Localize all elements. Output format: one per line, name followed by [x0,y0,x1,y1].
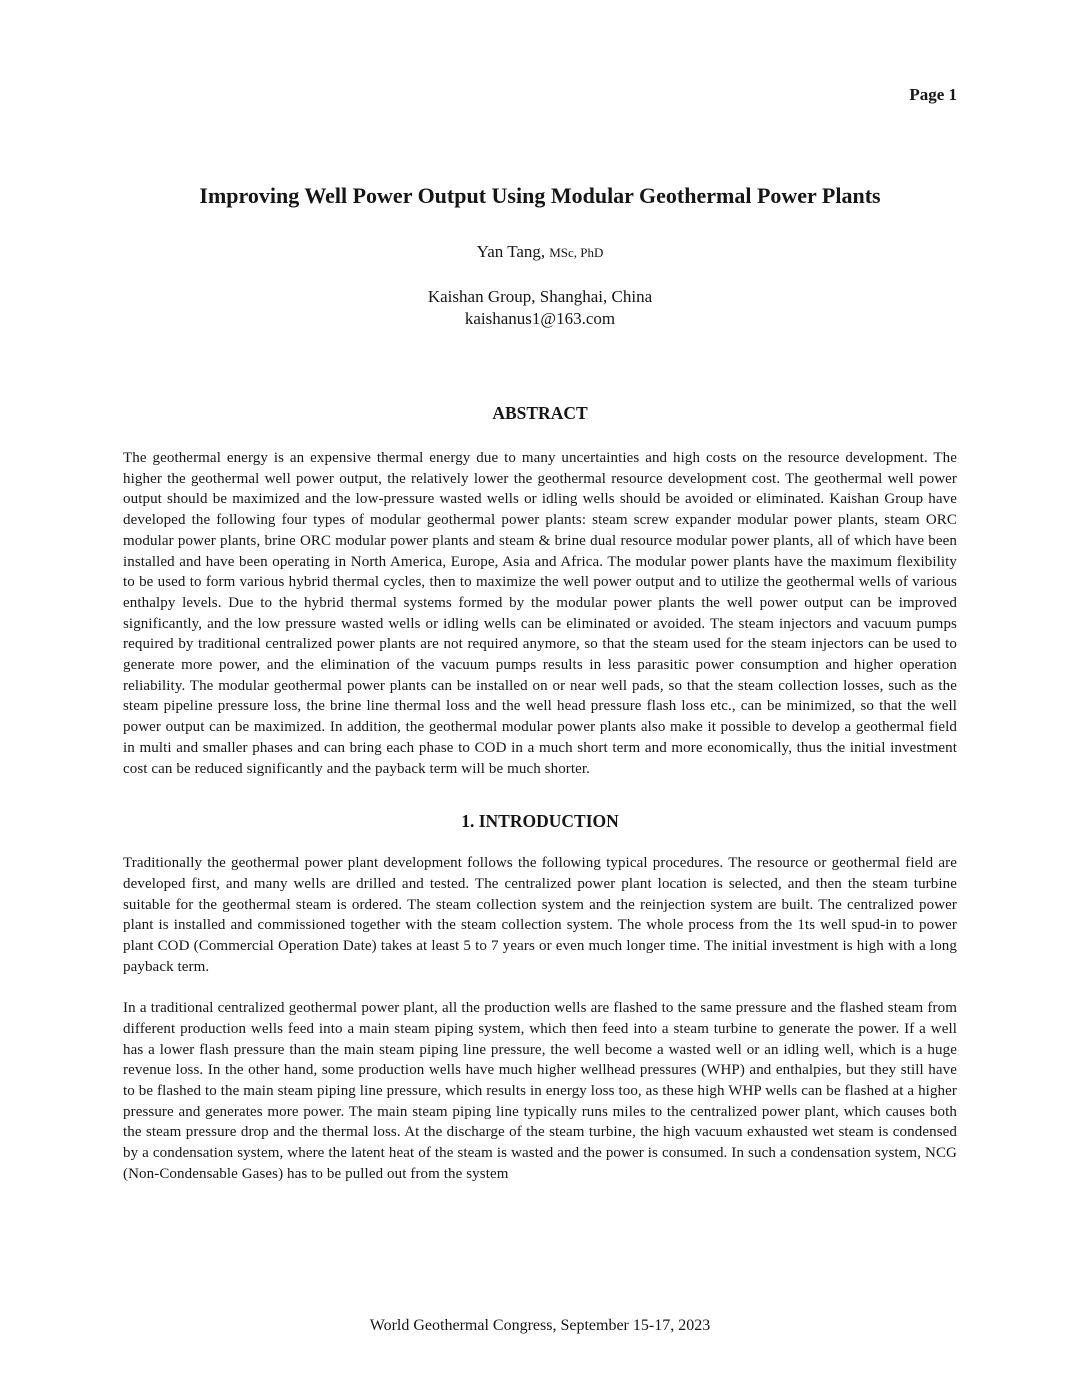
conference-footer: World Geothermal Congress, September 15-17, 2023 [369,1317,711,1334]
author-affiliation: Kaishan Group, Shanghai, China [427,287,653,306]
introduction-heading: 1. INTRODUCTION [461,811,619,832]
author-email: kaishanus1@163.com [464,309,616,328]
introduction-paragraph-2: In a traditional centralized geothermal power plant, all the production wells are flashed to the same pressure and the flashed steam from different production wells feed into a main steam piping system, which then feed into a steam turbine to generate the power. If a well has a lower flash pressure than the main steam piping line pressure, the well become a wasted well or an idling well, which is a huge revenue loss. In the other hand, some production wells have much higher wellhead pressures (WHP) and enthalpies, but they still have to be flashed to the main steam piping line pressure, which results in energy loss too, as these high WHP wells can be flashed at a higher pressure and generates more power. The main steam piping line typically runs miles to the centralized power plant, which causes both the steam pressure drop and the thermal loss. At the discharge of the steam turbine, the high vacuum exhausted wet steam is condensed by a condensation system, where the latent heat of the steam is wasted and the power is consumed. In such a condensation system, NCG (Non-Condensable Gases) has to be pulled out from the system [123,1000,957,1182]
introduction-paragraph-1: Traditionally the geothermal power plant development follows the following typical procedures. The resource or geothermal field are developed first, and many wells are drilled and tested. The centralized power plant location is selected, and then the steam turbine suitable for the geothermal steam is ordered. The steam collection system and the reinjection system are built. The centralized power plant is installed and commissioned together with the steam collection system. The whole process from the 1ts well spud-in to power plant COD (Commercial Operation Date) takes at least 5 to 7 years or even much longer time. The initial investment is high with a long payback term. [123,855,957,975]
paper-title: Improving Well Power Output Using Modular Geothermal Power Plants [199,183,881,208]
abstract-paragraph: The geothermal energy is an expensive thermal energy due to many uncertainties and high costs on the resource development. The higher the geothermal well power output, the relatively lower the geothermal resource development cost. The geothermal well power output should be maximized and the low-pressure wasted wells or idling wells should be avoided or eliminated. Kaishan Group have developed the following four types of modular geothermal power plants: steam screw expander modular power plants, steam ORC modular power plants, brine ORC modular power plants and steam & brine dual resource modular power plants, all of which have been installed and have been operating in North America, Europe, Asia and Africa. The modular power plants have the maximum flexibility to be used to form various hybrid thermal cycles, then to maximize the well power output and to utilize the geothermal wells of various enthalpy levels. Due to the hybrid thermal systems formed by the modular power plants the well power output can be improved significantly, and the low pressure wasted wells or idling wells can be eliminated or avoided. The steam injectors and vacuum pumps required by traditional centralized power plants are not required anymore, so that the steam used for the steam injectors can be used to generate more power, and the elimination of the vacuum pumps results in less parasitic power consumption and higher operation reliability. The modular geothermal power plants can be installed on or near well pads, so that the steam collection losses, such as the steam pipeline pressure loss, the brine line thermal loss and the well head pressure flash loss etc., can be minimized, so that the well power output can be maximized. In addition, the geothermal modular power plants also make it possible to develop a geothermal field in multi and smaller phases and can bring each phase to COD in a much short term and more economically, thus the initial investment cost can be reduced significantly and the payback term will be much shorter. [123,450,957,777]
page-number: Page 1 [909,85,957,104]
author-name: Yan Tang, [476,242,546,261]
author-byline [123,241,957,263]
author-credentials: MSc, PhD [549,245,604,260]
abstract-heading: ABSTRACT [492,403,588,423]
